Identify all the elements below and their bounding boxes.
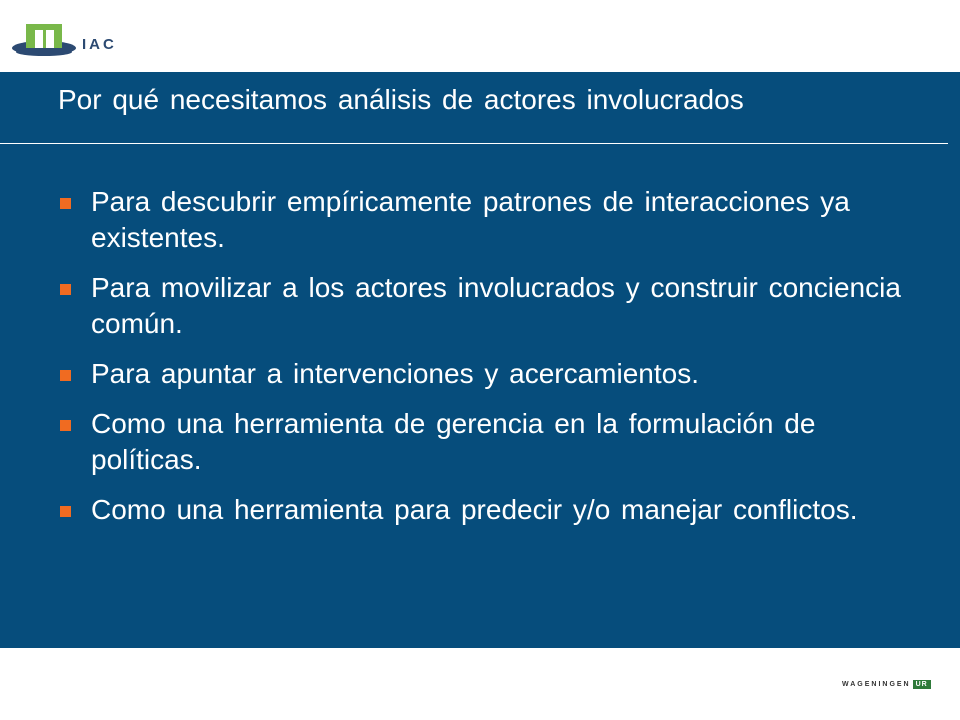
bullet-item (58, 492, 918, 528)
bullet-square-icon (60, 370, 71, 381)
bullet-item (58, 406, 918, 478)
bullet-item (58, 356, 918, 392)
iac-logo-icon (10, 18, 80, 64)
footer (0, 648, 960, 720)
bullet-item (58, 184, 918, 256)
bullet-text: Para movilizar a los actores involucrados y construir conciencia común. (91, 272, 901, 339)
bullet-list (58, 184, 918, 542)
bullet-text: Para apuntar a intervenciones y acercamientos. (91, 358, 699, 389)
iac-logo (10, 18, 120, 64)
top-header (0, 0, 960, 72)
bullet-square-icon (60, 198, 71, 209)
title-divider (0, 143, 948, 144)
slide-title: Por qué necesitamos análisis de actores involucrados (58, 84, 744, 115)
bullet-text: Como una herramienta de gerencia en la formulación de políticas. (91, 408, 816, 475)
bullet-item (58, 270, 918, 342)
wageningen-logo-text: WAGENINGEN (842, 680, 911, 688)
wageningen-ur-logo (842, 678, 931, 690)
bullet-text: Para descubrir empíricamente patrones de interacciones ya existentes. (91, 186, 850, 253)
bullet-square-icon (60, 420, 71, 431)
bullet-square-icon (60, 506, 71, 517)
bullet-square-icon (60, 284, 71, 295)
bullet-text: Como una herramienta para predecir y/o manejar conflictos. (91, 494, 858, 525)
slide-panel (0, 72, 960, 648)
ur-badge: UR (913, 680, 931, 689)
iac-logo-text: IAC (82, 36, 117, 53)
